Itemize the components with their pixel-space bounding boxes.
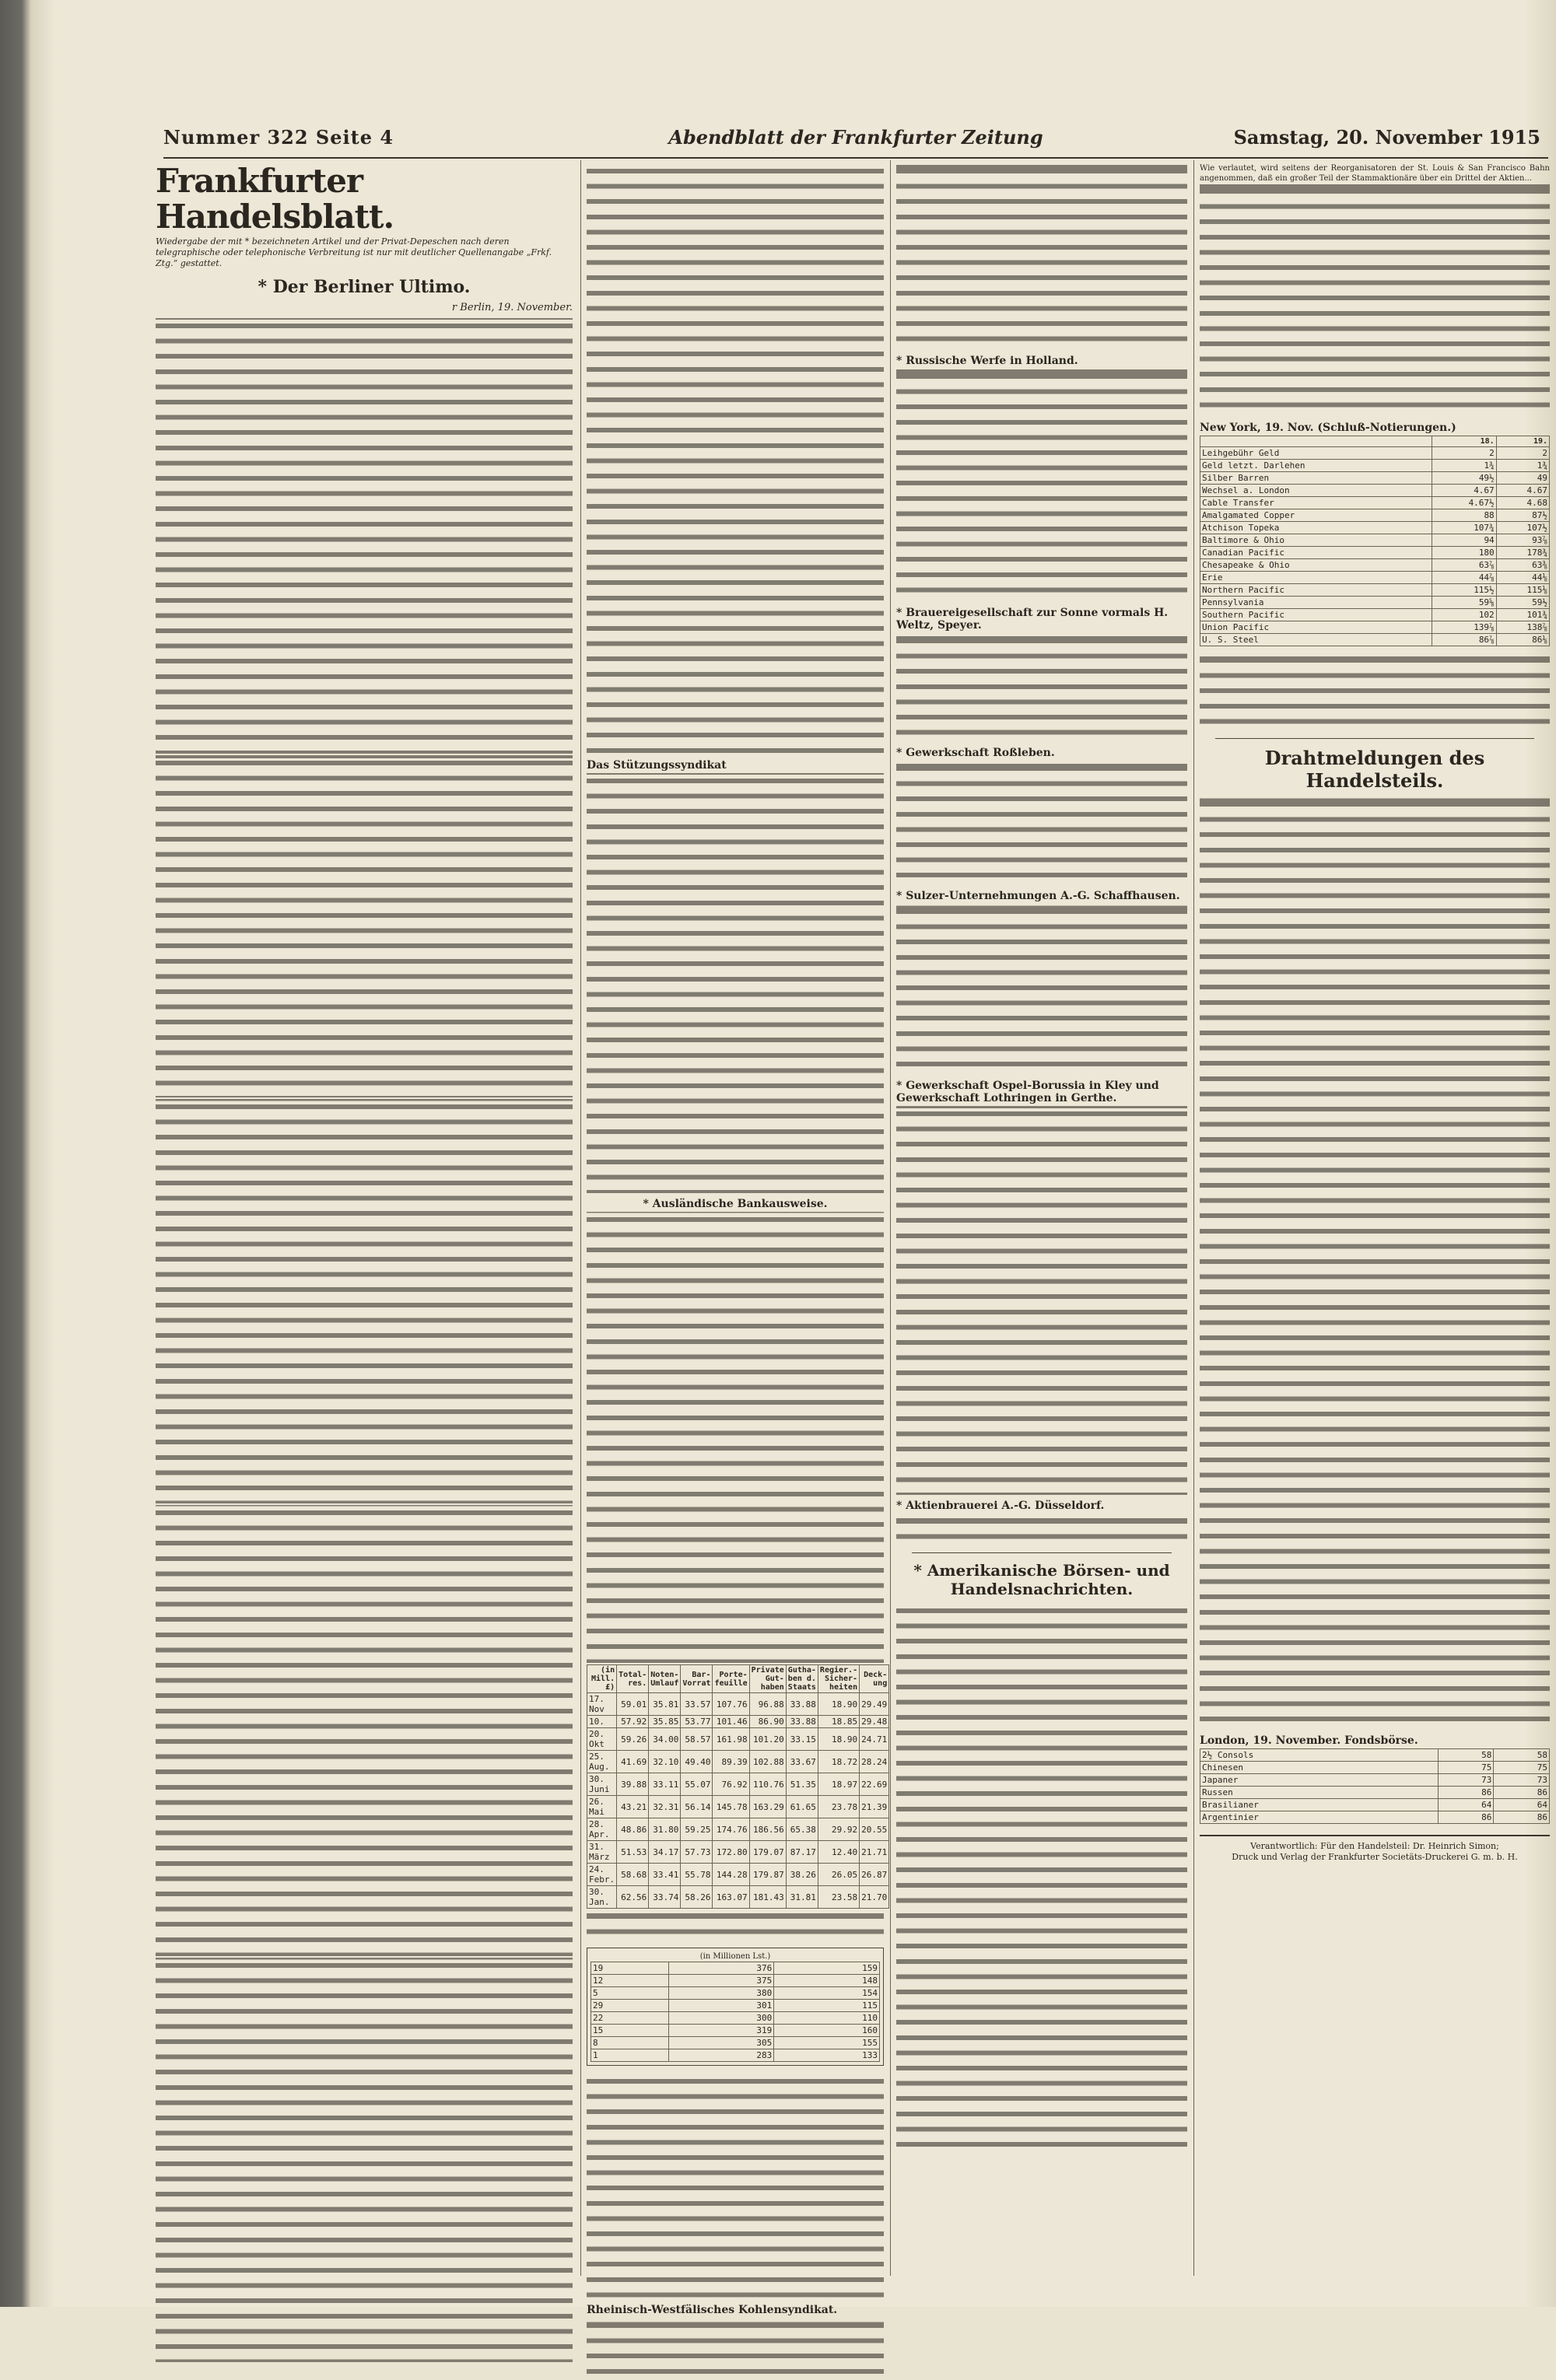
separator bbox=[912, 1552, 1172, 1553]
issue-date: Samstag, 20. November 1915 bbox=[1233, 126, 1540, 149]
table-cell: 49.40 bbox=[681, 1751, 713, 1773]
table-cell: 33.15 bbox=[786, 1728, 818, 1751]
table-cell: 26.87 bbox=[860, 1864, 889, 1886]
table-cell: 18.90 bbox=[818, 1693, 859, 1716]
table-row bbox=[587, 1728, 889, 1751]
news-item-title: * Russische Werfe in Holland. bbox=[896, 355, 1078, 367]
intro-text: Wie verlautet, wird seitens der Reorganisatoren der St. Louis & San Francisco Bahn angenommen, daß ein großer Teil der Stammaktionäre über ein Drittel der Aktien... bbox=[1200, 164, 1550, 183]
table-row bbox=[1200, 509, 1550, 522]
table-cell: 20.55 bbox=[860, 1818, 889, 1841]
market-title: London, 19. November. Fondsbörse. bbox=[1200, 1734, 1418, 1747]
article-body bbox=[156, 755, 573, 1097]
table-cell: 319 bbox=[668, 2025, 774, 2037]
table-cell: 55.78 bbox=[681, 1864, 713, 1886]
table-cell: 38.26 bbox=[786, 1864, 818, 1886]
table-cell: 2 bbox=[1496, 447, 1549, 460]
table-cell: 33.11 bbox=[649, 1773, 681, 1796]
table-cell: Leihgebühr Geld bbox=[1200, 447, 1432, 460]
table-row bbox=[591, 1975, 880, 1987]
table-cell: 283 bbox=[668, 2049, 774, 2062]
table-cell: 59½ bbox=[1496, 597, 1549, 609]
table-row bbox=[1200, 1762, 1550, 1774]
article-body bbox=[896, 1514, 1187, 1545]
table-cell: 163.29 bbox=[749, 1796, 786, 1818]
table-cell: 159 bbox=[774, 1962, 880, 1975]
table-cell: 4.67 bbox=[1432, 485, 1497, 497]
table-row bbox=[591, 1987, 880, 2000]
table-cell: 64 bbox=[1494, 1799, 1550, 1811]
table-cell: 18.85 bbox=[818, 1716, 859, 1728]
article-body bbox=[896, 904, 1187, 1075]
article-body bbox=[896, 1603, 1187, 2147]
table-cell: 376 bbox=[668, 1962, 774, 1975]
table-row bbox=[587, 1886, 889, 1909]
table-cell: Canadian Pacific bbox=[1200, 547, 1432, 559]
table-cell: 12.40 bbox=[818, 1841, 859, 1864]
table-cell: 18.90 bbox=[818, 1728, 859, 1751]
table-header: Bar-Vorrat bbox=[681, 1665, 713, 1693]
table-cell: Russen bbox=[1200, 1787, 1439, 1799]
table-cell: 380 bbox=[668, 1987, 774, 2000]
table-cell: 4.67½ bbox=[1432, 497, 1497, 509]
table-row bbox=[1200, 447, 1550, 460]
table-cell: 51.53 bbox=[617, 1841, 649, 1864]
table-row bbox=[587, 1751, 889, 1773]
table-cell: 48.86 bbox=[617, 1818, 649, 1841]
table-header: 18. bbox=[1432, 436, 1497, 447]
column-rule bbox=[580, 160, 581, 2276]
table-cell: 21.70 bbox=[860, 1886, 889, 1909]
table-cell: 86⅛ bbox=[1496, 634, 1549, 646]
news-item-title: * Aktienbrauerei A.-G. Düsseldorf. bbox=[896, 1500, 1105, 1512]
article-body bbox=[896, 163, 1187, 350]
table-cell: 179.07 bbox=[749, 1841, 786, 1864]
table-cell: 25. Aug. bbox=[587, 1751, 617, 1773]
table-row bbox=[587, 1796, 889, 1818]
table-cell: 63⅜ bbox=[1496, 559, 1549, 572]
table-row bbox=[591, 1962, 880, 1975]
table-cell: Union Pacific bbox=[1200, 621, 1432, 634]
table-cell: 172.80 bbox=[713, 1841, 749, 1864]
table-row bbox=[587, 1818, 889, 1841]
table-row bbox=[1200, 472, 1550, 485]
table-cell: 12 bbox=[591, 1975, 669, 1987]
table-cell: 86⅞ bbox=[1432, 634, 1497, 646]
table-cell: 179.87 bbox=[749, 1864, 786, 1886]
table-cell: 29 bbox=[591, 2000, 669, 2012]
table-cell: 49 bbox=[1496, 472, 1549, 485]
dateline: r Berlin, 19. November. bbox=[451, 302, 573, 313]
table-row bbox=[591, 2049, 880, 2062]
paragraph-heading: Das Stützungssyndikat bbox=[587, 759, 727, 772]
table-row bbox=[591, 2012, 880, 2025]
table-cell: 44⅛ bbox=[1496, 572, 1549, 584]
page-number: Nummer 322 Seite 4 bbox=[163, 126, 394, 149]
table-cell: 8 bbox=[591, 2037, 669, 2049]
table-header: Gutha-ben d. Staats bbox=[786, 1665, 818, 1693]
table-cell: 89.39 bbox=[713, 1751, 749, 1773]
article-body bbox=[587, 1212, 884, 1663]
table-row bbox=[587, 1773, 889, 1796]
table-cell: 33.57 bbox=[681, 1693, 713, 1716]
clearing-table-box bbox=[587, 1948, 884, 2066]
table-cell: 56.14 bbox=[681, 1796, 713, 1818]
section-title: * Amerikanische Börsen- und Handelsnachrichten. bbox=[913, 1561, 1170, 1598]
table-cell: 34.00 bbox=[649, 1728, 681, 1751]
table-cell: 180 bbox=[1432, 547, 1497, 559]
table-cell: 133 bbox=[774, 2049, 880, 2062]
table-header: Porte-feuille bbox=[713, 1665, 749, 1693]
table-cell: 155 bbox=[774, 2037, 880, 2049]
table-row bbox=[591, 2000, 880, 2012]
table-cell: 75 bbox=[1494, 1762, 1550, 1774]
table-cell: Cable Transfer bbox=[1200, 497, 1432, 509]
table-cell: 86 bbox=[1438, 1811, 1494, 1824]
table-cell: 29.49 bbox=[860, 1693, 889, 1716]
table-row bbox=[1200, 497, 1550, 509]
table-cell: 1¾ bbox=[1496, 460, 1549, 472]
table-row bbox=[587, 1716, 889, 1728]
table-cell: 107½ bbox=[1496, 522, 1549, 534]
section-masthead: Frankfurter Handelsblatt. bbox=[156, 162, 394, 236]
table-cell: 301 bbox=[668, 2000, 774, 2012]
table-cell: 22 bbox=[591, 2012, 669, 2025]
table-row bbox=[1200, 460, 1550, 472]
table-cell: 88 bbox=[1432, 509, 1497, 522]
column-rule bbox=[1193, 160, 1194, 2276]
table-cell: 115 bbox=[774, 2000, 880, 2012]
article-body bbox=[587, 2318, 884, 2380]
table-cell: 59.01 bbox=[617, 1693, 649, 1716]
article-body bbox=[587, 1909, 884, 1940]
table-cell: 76.92 bbox=[713, 1773, 749, 1796]
table-row bbox=[1200, 522, 1550, 534]
table-row bbox=[1200, 1749, 1550, 1762]
newspaper-title: Abendblatt der Frankfurter Zeitung bbox=[668, 126, 1043, 149]
table-header: Total-res. bbox=[617, 1665, 649, 1693]
table-cell: Pennsylvania bbox=[1200, 597, 1432, 609]
article-title: Rheinisch-Westfälisches Kohlensyndikat. bbox=[587, 2304, 838, 2316]
table-cell: 58 bbox=[1494, 1749, 1550, 1762]
table-cell: Chesapeake & Ohio bbox=[1200, 559, 1432, 572]
bank-of-england-table bbox=[587, 1664, 889, 1909]
article-body bbox=[896, 1106, 1187, 1495]
table-cell: 86.90 bbox=[749, 1716, 786, 1728]
table-cell: 62.56 bbox=[617, 1886, 649, 1909]
news-item-title: * Sulzer-Unternehmungen A.-G. Schaffhausen. bbox=[896, 890, 1180, 902]
section-title: Drahtmeldungen des Handelsteils. bbox=[1264, 747, 1485, 792]
table-cell: 34.17 bbox=[649, 1841, 681, 1864]
table-cell: 86 bbox=[1438, 1787, 1494, 1799]
table-cell: 107.76 bbox=[713, 1693, 749, 1716]
table-cell: 23.58 bbox=[818, 1886, 859, 1909]
table-cell: 21.39 bbox=[860, 1796, 889, 1818]
table-cell: 75 bbox=[1438, 1762, 1494, 1774]
table-cell: 21.71 bbox=[860, 1841, 889, 1864]
table-cell: 53.77 bbox=[681, 1716, 713, 1728]
table-cell: 30. Jan. bbox=[587, 1886, 617, 1909]
table-cell: 163.07 bbox=[713, 1886, 749, 1909]
table-header: Private Gut-haben bbox=[749, 1665, 786, 1693]
table-cell: 107¾ bbox=[1432, 522, 1497, 534]
table-cell: Baltimore & Ohio bbox=[1200, 534, 1432, 547]
article-body bbox=[587, 163, 884, 754]
table-cell: Atchison Topeka bbox=[1200, 522, 1432, 534]
table-cell: 35.85 bbox=[649, 1716, 681, 1728]
table-row bbox=[1200, 1799, 1550, 1811]
table-cell: Northern Pacific bbox=[1200, 584, 1432, 597]
table-row bbox=[1200, 547, 1550, 559]
new-york-quotes-table bbox=[1200, 436, 1550, 646]
imprint bbox=[1200, 1835, 1550, 1863]
table-cell: 102 bbox=[1432, 609, 1497, 621]
article-body bbox=[156, 1099, 573, 1503]
table-cell: Amalgamated Copper bbox=[1200, 509, 1432, 522]
table-cell: 58.68 bbox=[617, 1864, 649, 1886]
table-cell: 86 bbox=[1494, 1787, 1550, 1799]
table-cell: 33.41 bbox=[649, 1864, 681, 1886]
article-body bbox=[1200, 184, 1550, 417]
table-cell: 101.46 bbox=[713, 1716, 749, 1728]
table-row bbox=[1200, 634, 1550, 646]
table-row bbox=[587, 1841, 889, 1864]
table-header: 19. bbox=[1496, 436, 1549, 447]
table-cell: 4.67 bbox=[1496, 485, 1549, 497]
table-cell: 31.81 bbox=[786, 1886, 818, 1909]
table-cell: Brasilianer bbox=[1200, 1799, 1439, 1811]
table-cell: 17. Nov bbox=[587, 1693, 617, 1716]
table-cell: 138⅞ bbox=[1496, 621, 1549, 634]
table-row bbox=[1200, 621, 1550, 634]
table-cell: 115½ bbox=[1432, 584, 1497, 597]
table-cell: 64 bbox=[1438, 1799, 1494, 1811]
masthead bbox=[163, 121, 1548, 159]
table-cell: 1¾ bbox=[1432, 460, 1497, 472]
table-cell: 43.21 bbox=[617, 1796, 649, 1818]
table-header: Noten-Umlauf bbox=[649, 1665, 681, 1693]
table-cell: Geld letzt. Darlehen bbox=[1200, 460, 1432, 472]
table-cell: 22.69 bbox=[860, 1773, 889, 1796]
table-row bbox=[1200, 609, 1550, 621]
article-body bbox=[896, 369, 1187, 602]
article-body bbox=[587, 773, 884, 1193]
table-cell: 19 bbox=[591, 1962, 669, 1975]
table-cell: Chinesen bbox=[1200, 1762, 1439, 1774]
table-cell: 59⅝ bbox=[1432, 597, 1497, 609]
article-title: * Ausländische Bankausweise. bbox=[643, 1198, 828, 1210]
table-cell: 31. März bbox=[587, 1841, 617, 1864]
table-cell: 102.88 bbox=[749, 1751, 786, 1773]
table-cell: 55.07 bbox=[681, 1773, 713, 1796]
table-cell: 305 bbox=[668, 2037, 774, 2049]
article-body bbox=[156, 318, 573, 754]
table-row bbox=[1200, 1787, 1550, 1799]
table-cell: 87½ bbox=[1496, 509, 1549, 522]
table-cell: Silber Barren bbox=[1200, 472, 1432, 485]
table-cell: 110 bbox=[774, 2012, 880, 2025]
table-cell: 35.81 bbox=[649, 1693, 681, 1716]
table-cell: Argentinier bbox=[1200, 1811, 1439, 1824]
table-row bbox=[1200, 597, 1550, 609]
table-row bbox=[591, 2037, 880, 2049]
table-cell: 51.35 bbox=[786, 1773, 818, 1796]
table-header: (in Mill. £) bbox=[587, 1665, 617, 1693]
table-cell: 110.76 bbox=[749, 1773, 786, 1796]
table-cell: 33.88 bbox=[786, 1716, 818, 1728]
table-cell: 29.92 bbox=[818, 1818, 859, 1841]
article-body bbox=[156, 1958, 573, 2362]
table-cell: 1 bbox=[591, 2049, 669, 2062]
table-cell: 144.28 bbox=[713, 1864, 749, 1886]
table-cell: 49½ bbox=[1432, 472, 1497, 485]
table-cell: 148 bbox=[774, 1975, 880, 1987]
imprint-line: Verantwortlich: Für den Handelsteil: Dr. Heinrich Simon; bbox=[1250, 1841, 1499, 1851]
column-3 bbox=[896, 163, 1187, 2276]
table-cell: 63⅞ bbox=[1432, 559, 1497, 572]
article-body bbox=[156, 1505, 573, 1956]
table-cell: 26.05 bbox=[818, 1864, 859, 1886]
table-cell: 29.48 bbox=[860, 1716, 889, 1728]
table-cell: 26. Mai bbox=[587, 1796, 617, 1818]
table-cell: 28.24 bbox=[860, 1751, 889, 1773]
table-cell: 59.25 bbox=[681, 1818, 713, 1841]
table-row bbox=[1200, 572, 1550, 584]
table-row bbox=[1200, 534, 1550, 547]
table-cell: 96.88 bbox=[749, 1693, 786, 1716]
table-cell: 186.56 bbox=[749, 1818, 786, 1841]
table-cell: U. S. Steel bbox=[1200, 634, 1432, 646]
table-row bbox=[587, 1864, 889, 1886]
column-1 bbox=[156, 163, 573, 2276]
table-cell: 24. Febr. bbox=[587, 1864, 617, 1886]
table-cell: 59.26 bbox=[617, 1728, 649, 1751]
table-cell: 86 bbox=[1494, 1811, 1550, 1824]
table-cell: 65.38 bbox=[786, 1818, 818, 1841]
table-cell: 30. Juni bbox=[587, 1773, 617, 1796]
table-cell: 94 bbox=[1432, 534, 1497, 547]
article-body bbox=[1200, 653, 1550, 730]
table-cell: Japaner bbox=[1200, 1774, 1439, 1787]
column-rule bbox=[890, 160, 891, 2276]
table-cell: 24.71 bbox=[860, 1728, 889, 1751]
article-body bbox=[896, 633, 1187, 742]
table-cell: 154 bbox=[774, 1987, 880, 2000]
table-cell: 145.78 bbox=[713, 1796, 749, 1818]
article-body bbox=[1200, 796, 1550, 1730]
table-cell: 61.65 bbox=[786, 1796, 818, 1818]
table-cell: 31.80 bbox=[649, 1818, 681, 1841]
table-cell: 181.43 bbox=[749, 1886, 786, 1909]
table-cell: 33.67 bbox=[786, 1751, 818, 1773]
table-cell: 375 bbox=[668, 1975, 774, 1987]
column-4 bbox=[1200, 163, 1550, 2276]
table-cell: 33.74 bbox=[649, 1886, 681, 1909]
table-cell: 57.73 bbox=[681, 1841, 713, 1864]
news-item-title: * Gewerkschaft Ospel-Borussia in Kley und Gewerkschaft Lothringen in Gerthe. bbox=[896, 1080, 1159, 1104]
table-cell: 101.20 bbox=[749, 1728, 786, 1751]
table-header bbox=[1200, 436, 1432, 447]
table-cell: 101¾ bbox=[1496, 609, 1549, 621]
table-row bbox=[1200, 584, 1550, 597]
table-row bbox=[1200, 1811, 1550, 1824]
news-item-title: * Brauereigesellschaft zur Sonne vormals H. Weltz, Speyer. bbox=[896, 607, 1169, 632]
table-cell: 18.97 bbox=[818, 1773, 859, 1796]
article-body bbox=[587, 2074, 884, 2299]
table-cell: 33.88 bbox=[786, 1693, 818, 1716]
table-row bbox=[587, 1693, 889, 1716]
separator bbox=[1215, 738, 1534, 739]
table-header: Regier.-Sicher-heiten bbox=[818, 1665, 859, 1693]
table-header: Deck-ung bbox=[860, 1665, 889, 1693]
article-body bbox=[896, 761, 1187, 885]
table-cell: 58 bbox=[1438, 1749, 1494, 1762]
table-cell: 178¾ bbox=[1496, 547, 1549, 559]
table-cell: 93⅞ bbox=[1496, 534, 1549, 547]
table-cell: 2½ Consols bbox=[1200, 1749, 1439, 1762]
table-cell: 41.69 bbox=[617, 1751, 649, 1773]
reprint-notice: Wiedergabe der mit * bezeichneten Artikel und der Privat-Depeschen nach deren telegraphische oder telephonische Verbreitung ist nur mit deutlicher Quellenangabe „Frkf. Ztg.“ gestattet. bbox=[156, 236, 552, 268]
table-cell: 28. Apr. bbox=[587, 1818, 617, 1841]
table-cell: Wechsel a. London bbox=[1200, 485, 1432, 497]
table-cell: 32.31 bbox=[649, 1796, 681, 1818]
table-cell: 58.26 bbox=[681, 1886, 713, 1909]
table-row bbox=[1200, 559, 1550, 572]
table-cell: 4.68 bbox=[1496, 497, 1549, 509]
news-item-title: * Gewerkschaft Roßleben. bbox=[896, 747, 1055, 759]
market-title: New York, 19. Nov. (Schluß-Notierungen.) bbox=[1200, 422, 1456, 434]
table-row bbox=[591, 2025, 880, 2037]
table-row bbox=[1200, 1774, 1550, 1787]
table-cell: 58.57 bbox=[681, 1728, 713, 1751]
table-cell: 23.78 bbox=[818, 1796, 859, 1818]
table-cell: 18.72 bbox=[818, 1751, 859, 1773]
table-caption: (in Millionen Lst.) bbox=[699, 1952, 771, 1961]
table-cell: 2 bbox=[1432, 447, 1497, 460]
table-cell: Erie bbox=[1200, 572, 1432, 584]
table-cell: 174.76 bbox=[713, 1818, 749, 1841]
article-title: * Der Berliner Ultimo. bbox=[258, 277, 471, 297]
table-cell: 161.98 bbox=[713, 1728, 749, 1751]
table-cell: 160 bbox=[774, 2025, 880, 2037]
table-cell: 139⅞ bbox=[1432, 621, 1497, 634]
table-cell: 39.88 bbox=[617, 1773, 649, 1796]
london-fonds-table bbox=[1200, 1748, 1550, 1824]
table-cell: 73 bbox=[1494, 1774, 1550, 1787]
table-cell: 32.10 bbox=[649, 1751, 681, 1773]
table-cell: 115⅛ bbox=[1496, 584, 1549, 597]
table-row bbox=[1200, 485, 1550, 497]
table-cell: 15 bbox=[591, 2025, 669, 2037]
column-2 bbox=[587, 163, 888, 2316]
clearing-table bbox=[591, 1962, 880, 2062]
table-cell: 73 bbox=[1438, 1774, 1494, 1787]
table-cell: 20. Okt bbox=[587, 1728, 617, 1751]
table-cell: 87.17 bbox=[786, 1841, 818, 1864]
table-cell: 5 bbox=[591, 1987, 669, 2000]
table-cell: 300 bbox=[668, 2012, 774, 2025]
table-cell: 10. bbox=[587, 1716, 617, 1728]
table-cell: Southern Pacific bbox=[1200, 609, 1432, 621]
table-cell: 57.92 bbox=[617, 1716, 649, 1728]
imprint-line: Druck und Verlag der Frankfurter Societäts-Druckerei G. m. b. H. bbox=[1232, 1852, 1518, 1862]
table-cell: 44⅞ bbox=[1432, 572, 1497, 584]
